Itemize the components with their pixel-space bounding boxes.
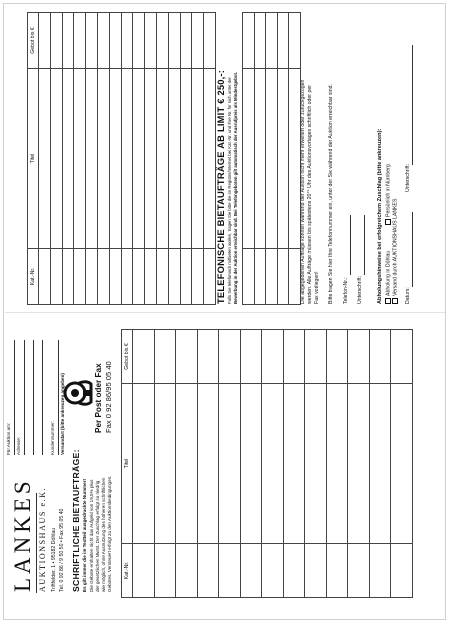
title-cell[interactable] (369, 384, 391, 544)
right-table-row (97, 13, 109, 305)
signature-label: Unterschrift: (357, 276, 363, 304)
post-horn-icon (61, 378, 93, 408)
written-bids-body-4: Gebotes. Versteuert erfolgt zu den Auktionsbedingungen. (107, 475, 112, 592)
cat-no-cell[interactable] (197, 544, 219, 598)
left-table-row (133, 330, 155, 598)
cat-no-cell[interactable] (176, 544, 198, 598)
company-logo: LANKES (10, 477, 35, 592)
right-table-row (62, 13, 74, 305)
right-table-row (109, 13, 121, 305)
bid-cell[interactable] (180, 13, 192, 69)
title-cell[interactable] (62, 69, 74, 249)
right-table-body-phone (243, 13, 301, 305)
field-customer-number-label: Kundennummer: (50, 421, 55, 455)
cat-no-cell[interactable] (243, 249, 255, 305)
right-table-row (156, 13, 168, 305)
right-table-row (74, 13, 86, 305)
bid-cell[interactable] (121, 13, 133, 69)
title-cell[interactable] (204, 69, 216, 249)
notice-line-2: werden. Alle Aufträge müssen bis spätestens 20°° Uhr des Auktionsvortages schriftlich oder per (307, 85, 313, 304)
tel-input-line[interactable] (350, 215, 351, 275)
cat-no-cell[interactable] (266, 249, 278, 305)
cat-no-cell[interactable] (348, 544, 370, 598)
phone-bids-body-2: Bewerbung in der Auktion erreichbar sind. Bei Telefongeboten gilt automatisch der Ausrufpreis als Mindestgebot. (233, 71, 238, 304)
written-bids-title: SCHRIFTLICHE BIETAUFTRÄGE: (71, 449, 81, 592)
signature-label-2: Unterschrift: (405, 164, 411, 192)
cat-no-cell[interactable] (154, 544, 176, 598)
pickup-option-nuernberg[interactable]: Persönlich in Nürnberg (385, 164, 391, 225)
left-table-body (133, 330, 413, 598)
title-cell[interactable] (133, 69, 145, 249)
left-table-row (391, 330, 413, 598)
cat-no-cell[interactable] (254, 249, 266, 305)
written-bids-body-3: wie möglich, ohne Ausnutzung des höheren schriftlichen (101, 477, 106, 592)
date-label: Datum: (405, 287, 411, 304)
bid-cell[interactable] (86, 13, 98, 69)
cat-no-cell[interactable] (219, 544, 241, 598)
title-cell[interactable] (133, 384, 155, 544)
phone-table-row (243, 13, 255, 305)
title-cell[interactable] (283, 384, 305, 544)
signature-input-line-2[interactable] (412, 45, 413, 165)
cat-no-cell[interactable] (156, 249, 168, 305)
bid-cell[interactable] (266, 13, 278, 69)
title-cell[interactable] (97, 69, 109, 249)
cat-no-cell[interactable] (204, 249, 216, 305)
post-fax-label: Per Post oder Fax (94, 363, 103, 433)
cat-no-cell[interactable] (97, 249, 109, 305)
title-cell[interactable] (154, 384, 176, 544)
bid-cell[interactable] (192, 13, 204, 69)
right-table-row (86, 13, 98, 305)
field-auction-date-line[interactable] (14, 340, 15, 455)
left-table-row (197, 330, 219, 598)
right-table-row (50, 13, 62, 305)
cat-no-cell[interactable] (369, 544, 391, 598)
bid-cell[interactable] (74, 13, 86, 69)
bid-cell[interactable] (240, 330, 262, 384)
phone-bids-title: TELEFONISCHE BIETAUFTRÄGE AB LIMIT € 250,-: (215, 69, 226, 304)
title-cell[interactable] (86, 69, 98, 249)
checkbox-icon[interactable] (385, 298, 391, 304)
left-table-row (176, 330, 198, 598)
bid-cell[interactable] (243, 13, 255, 69)
date-input-line[interactable] (412, 212, 413, 287)
col-title: Titel (28, 69, 39, 249)
field-address-line-1[interactable] (24, 340, 25, 455)
field-address-label: Adresse: (16, 436, 21, 455)
bid-cell[interactable] (197, 330, 219, 384)
cat-no-cell[interactable] (305, 544, 327, 598)
cat-no-cell[interactable] (86, 249, 98, 305)
cat-no-cell[interactable] (240, 544, 262, 598)
bid-cell[interactable] (109, 13, 121, 69)
title-cell[interactable] (50, 69, 62, 249)
bid-cell[interactable] (369, 330, 391, 384)
left-table-row (262, 330, 284, 598)
right-table-row (39, 13, 51, 305)
written-bids-body-2: der gesetzlichen MwSt. Der Zuschlag erfolgt so niedrig (95, 480, 100, 592)
bid-cell[interactable] (62, 13, 74, 69)
title-cell[interactable] (39, 69, 51, 249)
pickup-title: Abholungshinweise bei erfolgreichem Zuschlag (bitte ankreuzen): (377, 128, 383, 304)
cat-no-cell[interactable] (168, 249, 180, 305)
title-cell[interactable] (219, 384, 241, 544)
cat-no-cell[interactable] (180, 249, 192, 305)
checkbox-icon[interactable] (392, 298, 398, 304)
notice-line-3: Fax vorliegen! (314, 271, 320, 304)
right-table-header (28, 13, 39, 305)
title-cell[interactable] (254, 69, 266, 249)
phone-table-row (277, 13, 289, 305)
pickup-option-doehlau[interactable]: Abholung in Döhlau (385, 251, 391, 304)
bid-cell[interactable] (348, 330, 370, 384)
field-address-line-2[interactable] (33, 340, 34, 455)
bid-cell[interactable] (289, 13, 301, 69)
left-table-row (369, 330, 391, 598)
signature-input-line[interactable] (364, 215, 365, 275)
right-bid-table (27, 12, 216, 305)
col-bid: Gebot bis € (122, 330, 133, 384)
title-cell[interactable] (262, 384, 284, 544)
cat-no-cell[interactable] (289, 249, 301, 305)
title-cell[interactable] (240, 384, 262, 544)
left-table-header (122, 330, 133, 598)
bid-cell[interactable] (219, 330, 241, 384)
left-bid-table (121, 329, 413, 598)
title-cell[interactable] (326, 384, 348, 544)
field-customer-number-line[interactable] (58, 340, 59, 455)
bid-cell[interactable] (154, 330, 176, 384)
title-cell[interactable] (305, 384, 327, 544)
right-table-row (145, 13, 157, 305)
right-phone-table (242, 12, 301, 305)
phone-table-row (289, 13, 301, 305)
title-cell[interactable] (74, 69, 86, 249)
cat-no-cell[interactable] (283, 544, 305, 598)
cat-no-cell[interactable] (62, 249, 74, 305)
title-cell[interactable] (109, 69, 121, 249)
cat-no-cell[interactable] (121, 249, 133, 305)
bid-cell[interactable] (168, 13, 180, 69)
bid-cell[interactable] (133, 13, 145, 69)
cat-no-cell[interactable] (133, 544, 155, 598)
title-cell[interactable] (197, 384, 219, 544)
bid-cell[interactable] (262, 330, 284, 384)
title-cell[interactable] (391, 384, 413, 544)
title-cell[interactable] (176, 384, 198, 544)
cat-no-cell[interactable] (74, 249, 86, 305)
cat-no-cell[interactable] (391, 544, 413, 598)
company-address: Triftfelder. 1 • 95182 Döhlau (51, 527, 57, 592)
rotated-form-content (3, 3, 446, 620)
col-cat-no: Kat.-Nr. (28, 249, 39, 305)
cat-no-cell[interactable] (50, 249, 62, 305)
right-table-row (133, 13, 145, 305)
title-cell[interactable] (289, 69, 301, 249)
company-subtitle: AUKTIONSHAUS e.K. (38, 486, 47, 592)
cat-no-cell[interactable] (133, 249, 145, 305)
bid-cell[interactable] (133, 330, 155, 384)
bid-cell[interactable] (176, 330, 198, 384)
left-table-row (219, 330, 241, 598)
right-table-row (192, 13, 204, 305)
title-cell[interactable] (192, 69, 204, 249)
field-address-line-3[interactable] (42, 340, 43, 455)
cat-no-cell[interactable] (262, 544, 284, 598)
cat-no-cell[interactable] (39, 249, 51, 305)
bid-cell[interactable] (305, 330, 327, 384)
field-shipping-label: Versandart (bitte ankreuzen angeben) (60, 373, 65, 455)
phone-request-text: Bitte tragen Sie hier Ihre Telefonnummer ein, unter der Sie während der Auktion erreichbar sind. (328, 84, 334, 304)
col-title: Titel (122, 384, 133, 544)
written-bids-subtitle: Es gilt immer die im Textteil ausgedruckte Nummer! (82, 478, 87, 592)
bid-cell[interactable] (254, 13, 266, 69)
col-cat-no: Kat.-Nr. (122, 544, 133, 598)
cat-no-cell[interactable] (145, 249, 157, 305)
cat-no-cell[interactable] (109, 249, 121, 305)
bid-cell[interactable] (326, 330, 348, 384)
phone-bids-body-1: Falls Sie telefonisch mitbieten wollen, tragen Sie bitte die im Register/Internet bei Kat.-Nr. und Ihre Nr. für sich unter der (227, 77, 232, 304)
written-bids-body-1: Die Gebote enthalten nicht das Aufgeld von 19,5% plus (89, 479, 94, 592)
title-cell[interactable] (168, 69, 180, 249)
fax-number: Fax 0 92 86/95 05 40 (104, 361, 113, 433)
right-table-row (204, 13, 216, 305)
left-table-row (326, 330, 348, 598)
bid-cell[interactable] (391, 330, 413, 384)
title-cell[interactable] (121, 69, 133, 249)
bid-cell[interactable] (204, 13, 216, 69)
phone-table-row (254, 13, 266, 305)
bid-cell[interactable] (145, 13, 157, 69)
cat-no-cell[interactable] (277, 249, 289, 305)
checkbox-icon[interactable] (385, 219, 391, 225)
bid-cell[interactable] (50, 13, 62, 69)
field-auction-date-label: Für Auktion am: (6, 422, 11, 455)
right-table-row (180, 13, 192, 305)
title-cell[interactable] (277, 69, 289, 249)
title-cell[interactable] (156, 69, 168, 249)
right-table-row (168, 13, 180, 305)
bid-cell[interactable] (97, 13, 109, 69)
left-table-row (305, 330, 327, 598)
pickup-option-shipping[interactable]: Versand durch AUKTIONSHAUS LANKES (392, 199, 398, 304)
cat-no-cell[interactable] (192, 249, 204, 305)
right-table-body-top (39, 13, 216, 305)
bid-cell[interactable] (156, 13, 168, 69)
title-cell[interactable] (243, 69, 255, 249)
title-cell[interactable] (145, 69, 157, 249)
right-table-row (121, 13, 133, 305)
title-cell[interactable] (180, 69, 192, 249)
bid-cell[interactable] (277, 13, 289, 69)
title-cell[interactable] (266, 69, 278, 249)
left-table-row (240, 330, 262, 598)
left-table-row (348, 330, 370, 598)
company-phone: Tel. 0 92 86 / 9 50 50 • Fax 95 05 40 (59, 508, 65, 592)
title-cell[interactable] (348, 384, 370, 544)
bid-cell[interactable] (283, 330, 305, 384)
bid-cell[interactable] (39, 13, 51, 69)
left-table-row (154, 330, 176, 598)
phone-table-row (266, 13, 278, 305)
logo-rule (36, 493, 37, 593)
col-bid: Gebot bis € (28, 13, 39, 69)
notice-line-1: Die abgegebenen Aufträge können während der Auktion nicht mehr erweitert oder zurückgezogen (300, 79, 306, 304)
cat-no-cell[interactable] (326, 544, 348, 598)
tel-label: Telefon-Nr.: (343, 277, 349, 304)
left-table-row (283, 330, 305, 598)
